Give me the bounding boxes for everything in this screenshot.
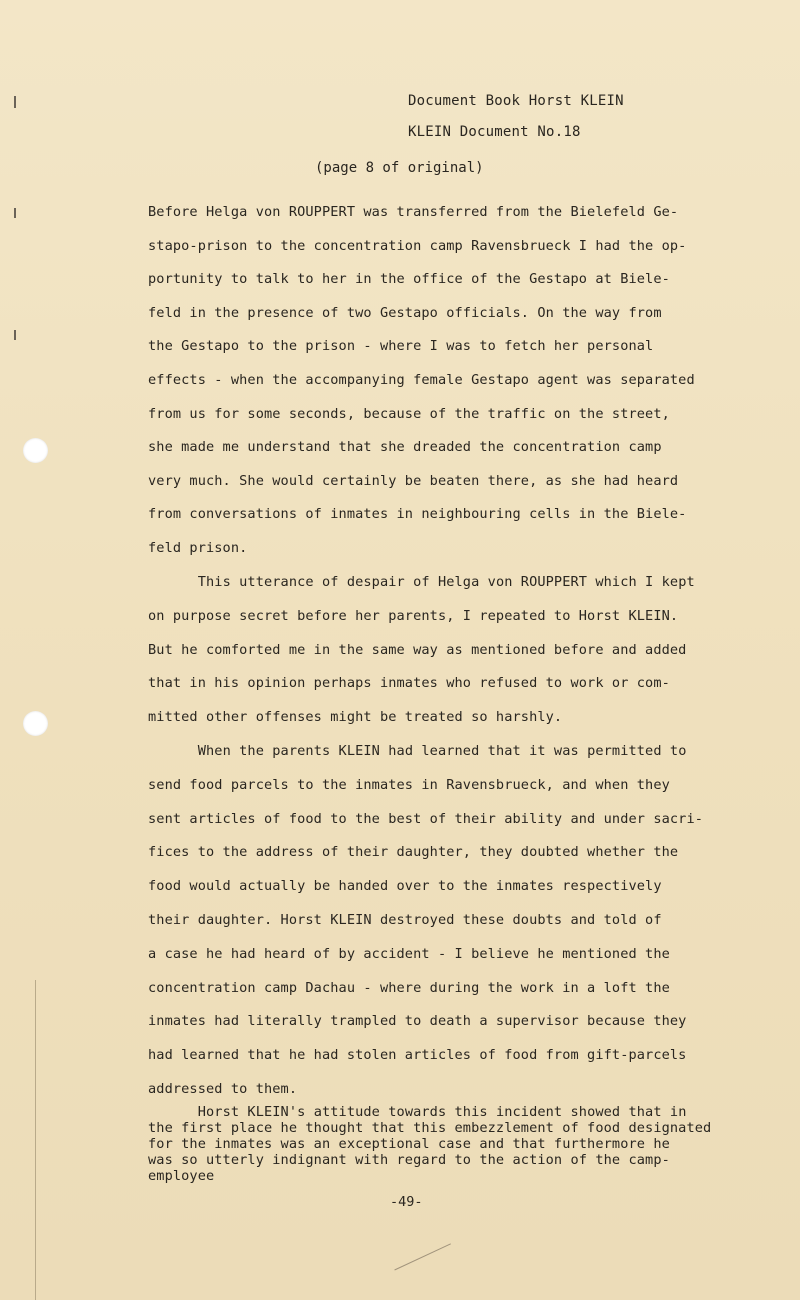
margin-mark (14, 330, 16, 340)
page-reference: (page 8 of original) (315, 160, 484, 176)
pencil-mark (394, 1243, 463, 1297)
document-book-title: Document Book Horst KLEIN (408, 93, 624, 109)
margin-mark (14, 208, 16, 218)
punch-hole (23, 438, 48, 463)
paper-edge (35, 980, 36, 1300)
margin-mark (14, 96, 16, 108)
page-number: -49- (390, 1194, 423, 1210)
document-number: KLEIN Document No.18 (408, 124, 581, 140)
punch-hole (23, 711, 48, 736)
paragraph: Horst KLEIN's attitude towards this incident showed that in the first place he thought that this embezzlement of food designated for the inmates was an exceptional case and that furthermore he was so utterly indignant with regard to the action of the camp- employee (148, 1104, 712, 1184)
paragraph: This utterance of despair of Helga von ROUPPERT which I kept on purpose secret before her parents, I repeated to Horst KLEIN. But he comforted me in the same way as mentioned before and added that in his opinion perhaps inmates who refused to work or com- mitted other offenses might be treated so harshly. (148, 574, 695, 726)
paragraph: When the parents KLEIN had learned that it was permitted to send food parcels to the inmates in Ravensbrueck, and when they sent articles of food to the best of their ability and under sacri- fices to the address of their daughter, they doubted whether the food would actually be handed over to the inmates respectively their daughter. Horst KLEIN destroyed these doubts and told of a case he had heard of by accident - I believe he mentioned the concentration camp Dachau - where during the work in a loft the inmates had literally trampled to death a supervisor because they had learned that he had stolen articles of food from gift-parcels addressed to them. (148, 743, 704, 1097)
paragraph: Before Helga von ROUPPERT was transferred from the Bielefeld Ge- stapo-prison to the concentration camp Ravensbrueck I had the op- portunity to talk to her in the office of the Gestapo at Biele- feld in the presence of two Gestapo officials. On the way from the Gestapo to the prison - where I was to fetch her personal effects - when the accompanying female Gestapo agent was separated from us for some seconds, because of the traffic on the street, she made me understand that she dreaded the concentration camp very much. She would certainly be beaten there, as she had heard from conversations of inmates in neighbouring cells in the Biele- feld prison. (148, 204, 695, 556)
